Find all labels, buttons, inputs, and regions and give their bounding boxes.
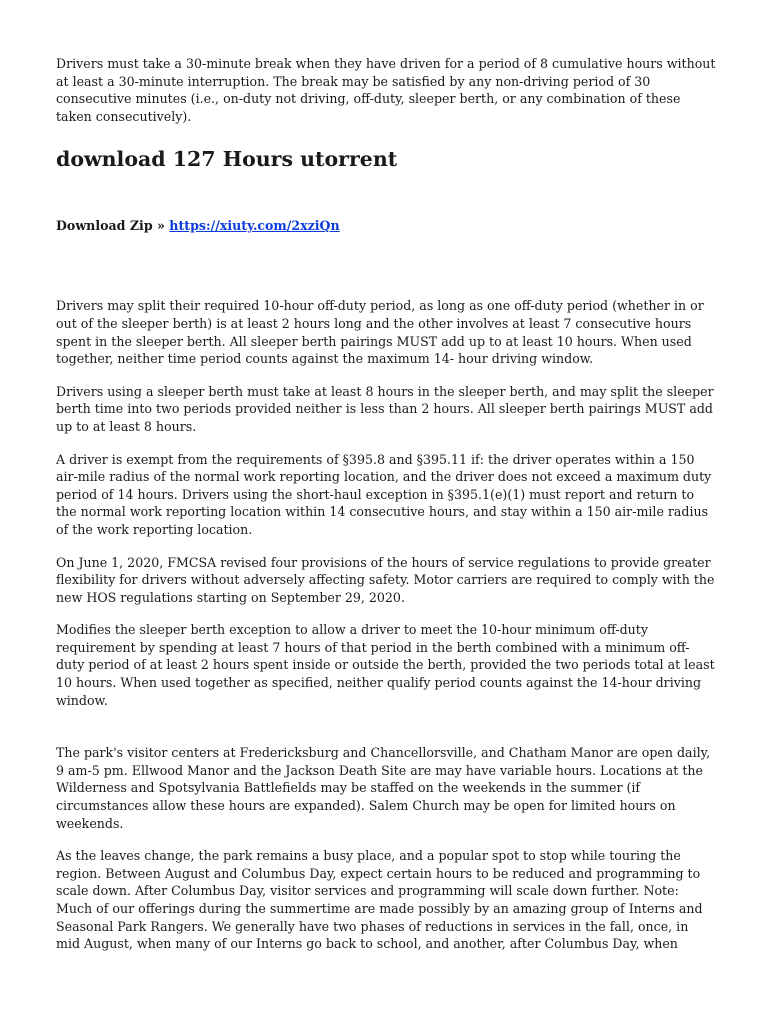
download-line — [56, 217, 716, 235]
paragraph-short-haul-exemption: A driver is exempt from the requirements of §395.8 and §395.11 if: the driver operates within a 150 air-mile radius of the normal work reporting location, and the driver does not exceed a maximum duty period of 14 hours. Drivers using the short-haul exception in §395.1(e)(1) must report and return to the normal work reporting location within 14 consecutive hours, and stay within a 150 air-mile radius of the work reporting location. — [56, 451, 712, 537]
document-page — [56, 55, 716, 968]
download-label: Download Zip » — [56, 218, 165, 234]
paragraph-visitor-centers: The park's visitor centers at Fredericksburg and Chancellorsville, and Chatham Manor are open daily, 9 am-5 pm. Ellwood Manor and the Jackson Death Site are may have variable hours. Locations at the Wilderness and Spotsylvania Battlefields may be staffed on the weekends in the summer (if circumstances allow these hours are expanded). Salem Church may be open for limited hours on weekends. — [56, 745, 711, 831]
page-title: download 127 Hours utorrent — [56, 147, 398, 172]
spacer — [56, 235, 716, 297]
paragraph-fmcsa-revision: On June 1, 2020, FMCSA revised four provisions of the hours of service regulations to provide greater flexibility for drivers without adversely affecting safety. Motor carriers are required to comply with the new HOS regulations starting on September 29, 2020. — [56, 554, 715, 605]
paragraph-split-off-duty: Drivers may split their required 10-hour off-duty period, as long as one off-duty period (whether in or out of the sleeper berth) is at least 2 hours long and the other involves at least 7 consecutive hours spent in the sleeper berth. All sleeper berth pairings MUST add up to at least 10 hours. When used together, neither time period counts against the maximum 14- hour driving window. — [56, 298, 704, 367]
paragraph-fall-season: As the leaves change, the park remains a busy place, and a popular spot to stop while touring the region. Between August and Columbus Day, expect certain hours to be reduced and programming to scale down. After Columbus Day, visitor services and programming will scale down further. Note: Much of our offerings during the summertime are made possibly by an amazing group of Interns and Seasonal Park Rangers. We generally have two phases of reductions in services in the fall, once, in mid August, when many of our Interns go back to school, and another, after Columbus Day, when — [56, 848, 703, 952]
paragraph-sleeper-berth: Drivers using a sleeper berth must take at least 8 hours in the sleeper berth, and may split the sleeper berth time into two periods provided neither is less than 2 hours. All sleeper berth pairings MUST add up to at least 8 hours. — [56, 383, 714, 434]
intro-paragraph: Drivers must take a 30-minute break when they have driven for a period of 8 cumulative hours without at least a 30-minute interruption. The break may be satisfied by any non-driving period of 30 consecutive minutes (i.e., on-duty not driving, off-duty, sleeper berth, or any combination of these taken consecutively). — [56, 56, 716, 124]
download-link[interactable]: https://xiuty.com/2xziQn — [169, 218, 340, 234]
spacer — [56, 724, 716, 744]
paragraph-sleeper-berth-exception: Modifies the sleeper berth exception to allow a driver to meet the 10-hour minimum off-duty requirement by spending at least 7 hours of that period in the berth combined with a minimum off-duty period of at least 2 hours spent inside or outside the berth, provided the two periods total at least 10 hours. When used together as specified, neither qualify period counts against the 14-hour driving window. — [56, 622, 715, 708]
